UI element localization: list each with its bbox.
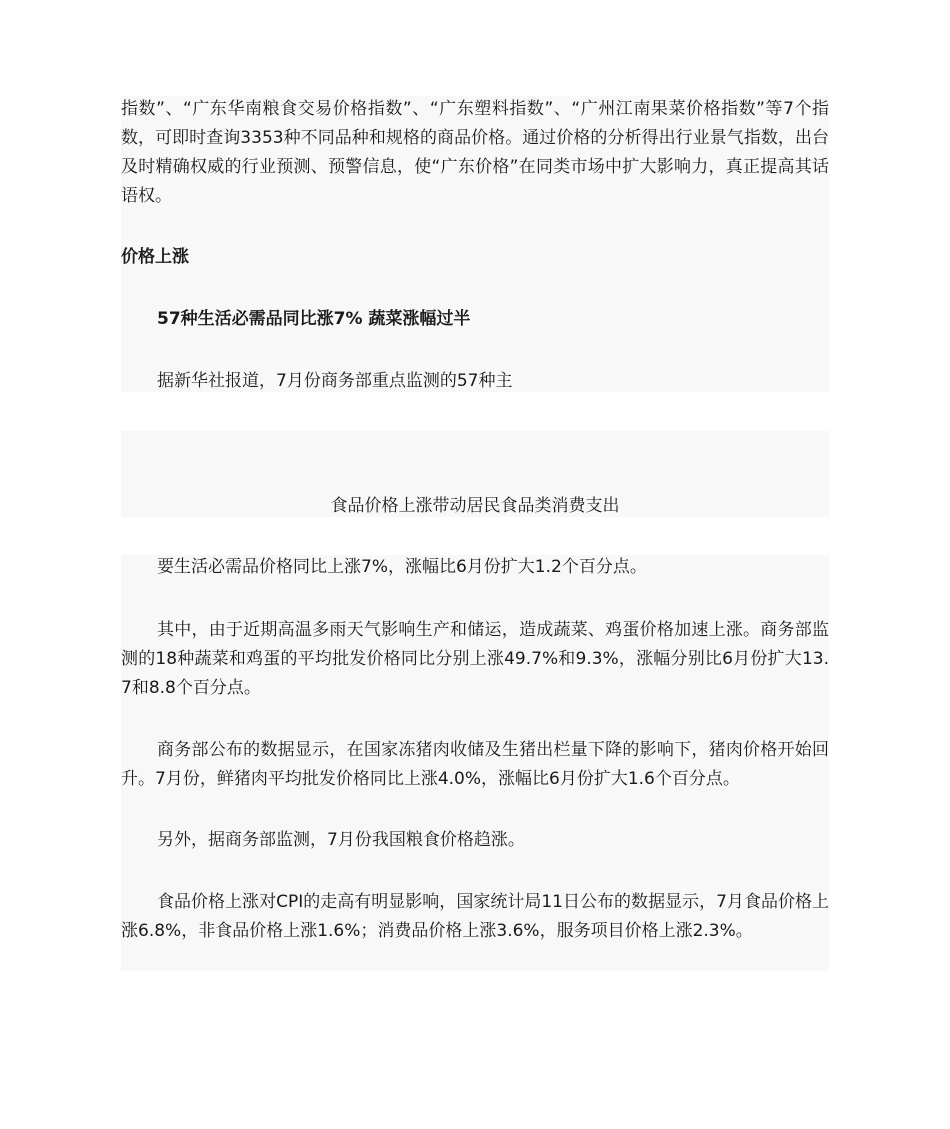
article-lead: 据新华社报道，7月份商务部重点监测的57种主 — [157, 371, 513, 391]
image-caption: 食品价格上涨带动居民食品类消费支出 — [330, 496, 620, 516]
intro-paragraph: 指数”、“广东华南粮食交易价格指数”、“广东塑料指数”、“广州江南果菜价格指数”等7个指数，可即时查询3353种不同品种和规格的商品价格。通过价格的分析得出行业景气指数，出台及时精确权威的行业预测、预警信息，使“广东价格”在同类市场中扩大影响力，真正提高其话语权。 — [121, 99, 829, 206]
body-paragraph: 商务部公布的数据显示，在国家冻猪肉收储及生猪出栏量下降的影响下，猪肉价格开始回升。7月份，鲜猪肉平均批发价格同比上涨4.0%，涨幅比6月份扩大1.6个百分点。 — [121, 740, 829, 789]
section-heading: 价格上涨 — [121, 247, 189, 267]
body-paragraph: 另外，据商务部监测，7月份我国粮食价格趋涨。 — [157, 830, 525, 850]
body-paragraph: 其中，由于近期高温多雨天气影响生产和储运，造成蔬菜、鸡蛋价格加速上涨。商务部监测的18种蔬菜和鸡蛋的平均批发价格同比分别上涨49.7%和9.3%，涨幅分别比6月份扩大13.7和8.8个百分点。 — [121, 620, 829, 698]
body-paragraph: 食品价格上涨对CPI的走高有明显影响，国家统计局11日公布的数据显示，7月食品价格上涨6.8%，非食品价格上涨1.6%；消费品价格上涨3.6%，服务项目价格上涨2.3%。 — [121, 892, 829, 941]
body-paragraph: 要生活必需品价格同比上涨7%，涨幅比6月份扩大1.2个百分点。 — [157, 557, 647, 577]
article-headline: 57种生活必需品同比涨7% 蔬菜涨幅过半 — [157, 309, 471, 329]
